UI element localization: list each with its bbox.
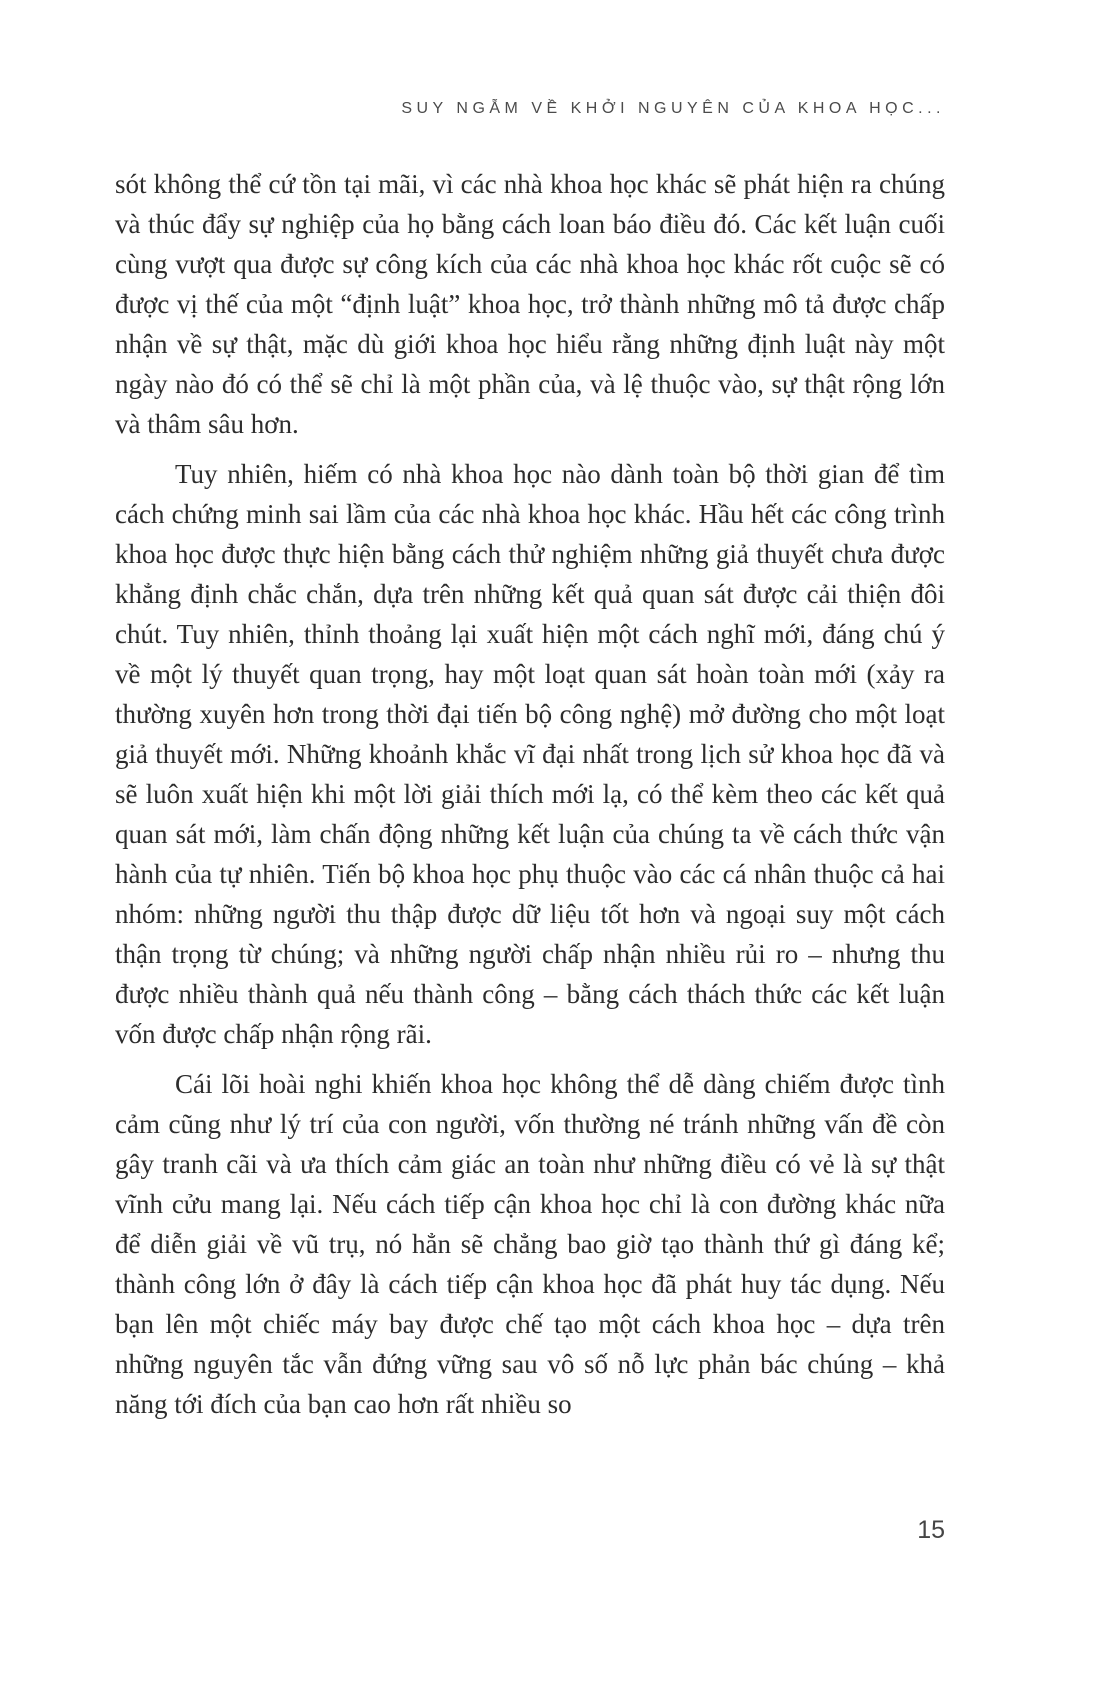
- paragraph-3: Cái lõi hoài nghi khiến khoa học không thể dễ dàng chiếm được tình cảm cũng như lý trí của con người, vốn thường né tránh những vấn đề còn gây tranh cãi và ưa thích cảm giác an toàn như những điều có vẻ là sự thật vĩnh cửu mang lại. Nếu cách tiếp cận khoa học chỉ là con đường khác nữa để diễn giải về vũ trụ, nó hẳn sẽ chẳng bao giờ tạo thành thứ gì đáng kể; thành công lớn ở đây là cách tiếp cận khoa học đã phát huy tác dụng. Nếu bạn lên một chiếc máy bay được chế tạo một cách khoa học – dựa trên những nguyên tắc vẫn đứng vững sau vô số nỗ lực phản bác chúng – khả năng tới đích của bạn cao hơn rất nhiều so: [115, 1069, 945, 1419]
- body-text: [115, 164, 945, 1424]
- text-column: [115, 100, 945, 1434]
- running-header: SUY NGẪM VỀ KHỞI NGUYÊN CỦA KHOA HỌC...: [401, 100, 945, 117]
- paragraph-2: Tuy nhiên, hiếm có nhà khoa học nào dành toàn bộ thời gian để tìm cách chứng minh sai lầm của các nhà khoa học khác. Hầu hết các công trình khoa học được thực hiện bằng cách thử nghiệm những giả thuyết chưa được khẳng định chắc chắn, dựa trên những kết quả quan sát được cải thiện đôi chút. Tuy nhiên, thỉnh thoảng lại xuất hiện một cách nghĩ mới, đáng chú ý về một lý thuyết quan trọng, hay một loạt quan sát hoàn toàn mới (xảy ra thường xuyên hơn trong thời đại tiến bộ công nghệ) mở đường cho một loạt giả thuyết mới. Những khoảnh khắc vĩ đại nhất trong lịch sử khoa học đã và sẽ luôn xuất hiện khi một lời giải thích mới lạ, có thể kèm theo các kết quả quan sát mới, làm chấn động những kết luận của chúng ta về cách thức vận hành của tự nhiên. Tiến bộ khoa học phụ thuộc vào các cá nhân thuộc cả hai nhóm: những người thu thập được dữ liệu tốt hơn và ngoại suy một cách thận trọng từ chúng; và những người chấp nhận nhiều rủi ro – nhưng thu được nhiều thành quả nếu thành công – bằng cách thách thức các kết luận vốn được chấp nhận rộng rãi.: [115, 459, 945, 1049]
- page-number: 15: [917, 1516, 945, 1544]
- paragraph-1: sót không thể cứ tồn tại mãi, vì các nhà khoa học khác sẽ phát hiện ra chúng và thúc đẩy sự nghiệp của họ bằng cách loan báo điều đó. Các kết luận cuối cùng vượt qua được sự công kích của các nhà khoa học khác rốt cuộc sẽ có được vị thế của một “định luật” khoa học, trở thành những mô tả được chấp nhận về sự thật, mặc dù giới khoa học hiểu rằng những định luật này một ngày nào đó có thể sẽ chỉ là một phần của, và lệ thuộc vào, sự thật rộng lớn và thâm sâu hơn.: [115, 169, 945, 439]
